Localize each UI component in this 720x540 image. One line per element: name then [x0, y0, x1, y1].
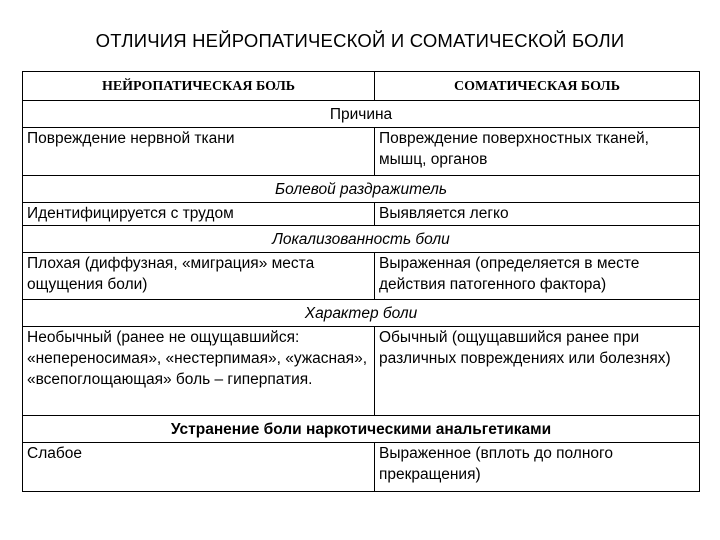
cause-neuropathic-cell: Повреждение нервной ткани — [23, 128, 375, 176]
table-row — [23, 203, 700, 226]
character-neuropathic-cell: Необычный (ранее не ощущавшийся: «непереносимая», «нестерпимая», «ужасная», «всепоглощающая» боль – гиперпатия. — [23, 327, 375, 416]
table-header-row — [23, 72, 700, 101]
table-row — [23, 128, 700, 176]
elimination-neuropathic-cell: Слабое — [23, 443, 375, 492]
page-title: ОТЛИЧИЯ НЕЙРОПАТИЧЕСКОЙ И СОМАТИЧЕСКОЙ БОЛИ — [95, 30, 625, 51]
column-header-somatic: СОМАТИЧЕСКАЯ БОЛЬ — [375, 72, 700, 101]
stimulus-somatic-cell: Выявляется легко — [375, 203, 700, 226]
section-heading-row — [23, 101, 700, 128]
section-heading-elimination: Устранение боли наркотическими анальгетиками — [23, 416, 700, 443]
section-heading-row — [23, 176, 700, 203]
column-header-neuropathic: НЕЙРОПАТИЧЕСКАЯ БОЛЬ — [23, 72, 375, 101]
section-heading-cause: Причина — [23, 101, 700, 128]
cause-somatic-cell: Повреждение поверхностных тканей, мышц, органов — [375, 128, 700, 176]
section-heading-row — [23, 300, 700, 327]
section-heading-character: Характер боли — [23, 300, 700, 327]
elimination-somatic-cell: Выраженное (вплоть до полного прекращения) — [375, 443, 700, 492]
table-row — [23, 253, 700, 300]
localization-neuropathic-cell: Плохая (диффузная, «миграция» места ощущения боли) — [23, 253, 375, 300]
table-row — [23, 327, 700, 416]
stimulus-neuropathic-cell: Идентифицируется с трудом — [23, 203, 375, 226]
section-heading-row — [23, 226, 700, 253]
section-heading-stimulus: Болевой раздражитель — [23, 176, 700, 203]
localization-somatic-cell: Выраженная (определяется в месте действия патогенного фактора) — [375, 253, 700, 300]
character-somatic-cell: Обычный (ощущавшийся ранее при различных повреждениях или болезнях) — [375, 327, 700, 416]
section-heading-row — [23, 416, 700, 443]
table-row — [23, 443, 700, 492]
section-heading-localization: Локализованность боли — [23, 226, 700, 253]
comparison-table — [22, 71, 700, 492]
